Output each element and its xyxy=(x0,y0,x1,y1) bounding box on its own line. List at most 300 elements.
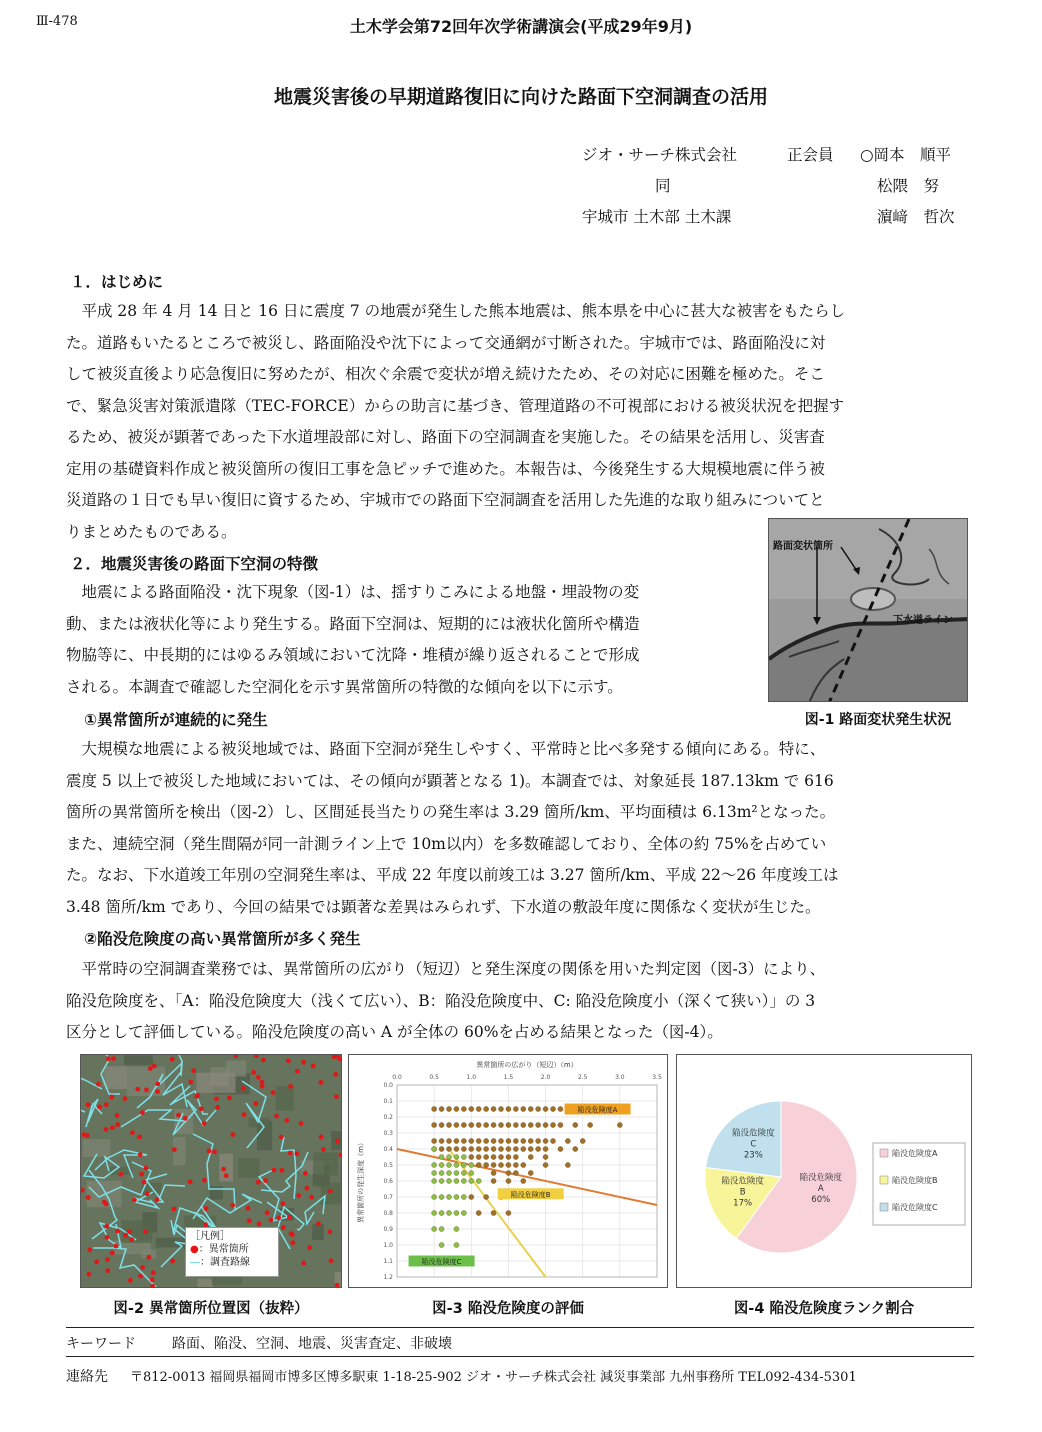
y-tick-label: 1.0 xyxy=(383,1242,393,1249)
x-tick-label: 0.5 xyxy=(429,1074,439,1081)
anomaly-point xyxy=(155,1089,160,1094)
data-point xyxy=(432,1210,437,1215)
anomaly-point xyxy=(247,1218,252,1223)
data-point xyxy=(446,1106,451,1111)
pie-slice-label: 陥没危険度 xyxy=(721,1176,764,1187)
legend-swatch xyxy=(880,1176,888,1184)
anomaly-point xyxy=(335,1139,340,1144)
anomaly-point xyxy=(241,1086,246,1091)
data-point xyxy=(543,1138,548,1143)
data-point xyxy=(476,1210,481,1215)
data-point xyxy=(484,1138,489,1143)
anomaly-point xyxy=(256,1075,261,1080)
photo-label: 路面変状箇所 xyxy=(773,541,833,552)
anomaly-point xyxy=(269,1218,274,1223)
data-point xyxy=(573,1146,578,1151)
anomaly-point xyxy=(170,1259,175,1264)
data-point xyxy=(484,1122,489,1127)
data-point xyxy=(446,1178,451,1183)
anomaly-point xyxy=(130,1237,135,1242)
anomaly-point xyxy=(132,1198,137,1203)
anomaly-point xyxy=(287,1215,292,1220)
data-point xyxy=(536,1146,541,1151)
anomaly-point xyxy=(337,1056,342,1061)
data-point xyxy=(469,1194,474,1199)
data-point xyxy=(521,1122,526,1127)
data-point xyxy=(446,1146,451,1151)
data-point xyxy=(513,1106,518,1111)
data-point xyxy=(513,1138,518,1143)
anomaly-point xyxy=(104,1127,109,1132)
map-block xyxy=(341,1162,342,1183)
anomaly-point xyxy=(230,1203,235,1208)
data-point xyxy=(506,1146,511,1151)
legend-label: ：異常箇所 xyxy=(198,1244,249,1255)
anomaly-point xyxy=(221,1167,226,1172)
anomaly-point xyxy=(319,1135,324,1140)
data-point xyxy=(439,1122,444,1127)
anomaly-point xyxy=(254,1101,259,1106)
anomaly-point xyxy=(172,1147,177,1152)
anomaly-point xyxy=(285,1118,290,1123)
anomaly-point xyxy=(188,1080,193,1085)
map-block xyxy=(312,1224,324,1240)
author-affiliation: 宇城市 土木部 土木課 xyxy=(582,208,732,226)
data-point xyxy=(461,1170,466,1175)
data-point xyxy=(588,1122,593,1127)
anomaly-point xyxy=(195,1094,200,1099)
risk-scatter-chart xyxy=(349,1055,667,1287)
anomaly-point xyxy=(227,1096,232,1101)
anomaly-point xyxy=(96,1082,101,1087)
divider xyxy=(66,1356,974,1357)
anomaly-point xyxy=(104,1102,109,1107)
pie-slice-label: 陥没危険度 xyxy=(799,1172,843,1183)
anomaly-point xyxy=(204,1206,209,1211)
anomaly-point xyxy=(335,1283,340,1288)
data-point xyxy=(528,1146,533,1151)
data-point xyxy=(521,1162,526,1167)
data-point xyxy=(543,1154,548,1159)
x-tick-label: 0.0 xyxy=(392,1074,402,1081)
anomaly-point xyxy=(155,1198,160,1203)
x-tick-label: 2.0 xyxy=(540,1074,551,1081)
anomaly-point xyxy=(261,1058,266,1063)
data-point xyxy=(439,1194,444,1199)
anomaly-point xyxy=(231,1132,236,1137)
data-point xyxy=(469,1106,474,1111)
author-affiliation: 同 xyxy=(655,177,671,195)
anomaly-point xyxy=(251,1070,256,1075)
anomaly-point xyxy=(145,1191,150,1196)
data-point xyxy=(536,1122,541,1127)
data-point xyxy=(432,1194,437,1199)
data-point xyxy=(491,1146,496,1151)
anomaly-point xyxy=(242,1112,247,1117)
y-tick-label: 1.2 xyxy=(383,1274,393,1281)
data-point xyxy=(461,1138,466,1143)
data-point xyxy=(528,1138,533,1143)
data-point xyxy=(498,1154,503,1159)
figure2-caption: 図-2 異常箇所位置図（抜粋） xyxy=(113,1301,309,1317)
data-point xyxy=(506,1162,511,1167)
legend-entry: 陥没危険度A xyxy=(892,1149,938,1158)
data-point xyxy=(476,1122,481,1127)
data-point xyxy=(498,1146,503,1151)
data-point xyxy=(491,1138,496,1143)
anomaly-point xyxy=(115,1113,120,1118)
route-line-icon: ― xyxy=(190,1257,200,1268)
anomaly-point xyxy=(105,1257,110,1262)
section-heading: １．はじめに xyxy=(70,273,164,291)
author-membership: 正会員 xyxy=(787,146,834,164)
data-point xyxy=(469,1154,474,1159)
map-block xyxy=(124,1055,153,1065)
anomaly-point xyxy=(207,1149,212,1154)
author-name: 松隈 努 xyxy=(877,177,940,195)
map-block xyxy=(238,1158,259,1178)
anomaly-point xyxy=(256,1180,261,1185)
pie-slice-label: B xyxy=(739,1187,746,1198)
anomaly-point xyxy=(288,1151,293,1156)
data-point xyxy=(439,1162,444,1167)
text-line: 区分として評価している。陥没危険度の高い A が全体の 60%を占める結果となった（図-4）。 xyxy=(66,1023,723,1041)
data-point xyxy=(506,1106,511,1111)
anomaly-point xyxy=(130,1130,135,1135)
anomaly-point xyxy=(290,1240,295,1245)
data-point xyxy=(476,1146,481,1151)
data-point xyxy=(506,1170,511,1175)
text-line: 動、または液状化等により発生する。路面下空洞は、短期的には液状化箇所や構造 xyxy=(66,614,640,633)
anomaly-point xyxy=(296,1193,301,1198)
divider xyxy=(66,1327,974,1328)
data-point xyxy=(439,1242,444,1247)
data-point xyxy=(454,1210,459,1215)
anomaly-point xyxy=(286,1058,291,1063)
data-point xyxy=(454,1106,459,1111)
text-line: また、連続空洞（発生間隔が同一計測ライン上で 10m以内）を多数確認しており、全体の約 75%を占めてい xyxy=(66,834,827,853)
anomaly-point xyxy=(281,1225,286,1230)
legend-label: ：調査路線 xyxy=(200,1257,250,1268)
data-point xyxy=(454,1178,459,1183)
data-point xyxy=(476,1106,481,1111)
text-line: た。道路もいたるところで被災し、路面陥没や沈下によって交通網が寸断された。宇城市では、路面陥没に対 xyxy=(66,333,826,352)
data-point xyxy=(476,1178,481,1183)
anomaly-point xyxy=(115,1229,120,1234)
data-point xyxy=(469,1170,474,1175)
anomaly-point xyxy=(276,1216,281,1221)
paper-title: 地震災害後の早期道路復旧に向けた路面下空洞調査の活用 xyxy=(273,86,768,108)
data-point xyxy=(513,1146,518,1151)
x-tick-label: 3.5 xyxy=(652,1074,662,1081)
y-tick-label: 0.3 xyxy=(383,1130,393,1137)
y-tick-label: 0.0 xyxy=(383,1082,393,1089)
anomaly-point xyxy=(290,1232,295,1237)
data-point xyxy=(432,1106,437,1111)
anomaly-point xyxy=(246,1206,251,1211)
chart-title: 異常箇所の広がり（短辺）（m） xyxy=(476,1061,578,1069)
data-point xyxy=(454,1138,459,1143)
anomaly-point xyxy=(97,1105,102,1110)
anomaly-point xyxy=(199,1106,204,1111)
page-number: Ⅲ-478 xyxy=(36,14,78,29)
y-tick-label: 0.8 xyxy=(383,1210,393,1217)
y-tick-label: 0.5 xyxy=(383,1162,393,1169)
data-point xyxy=(446,1122,451,1127)
data-point xyxy=(454,1154,459,1159)
data-point xyxy=(550,1106,555,1111)
data-point xyxy=(498,1106,503,1111)
data-point xyxy=(439,1146,444,1151)
data-point xyxy=(528,1122,533,1127)
anomaly-point xyxy=(172,1207,177,1212)
anomaly-point xyxy=(105,1235,110,1240)
anomaly-point xyxy=(138,1274,143,1279)
x-tick-label: 1.0 xyxy=(466,1074,477,1081)
anomaly-point xyxy=(142,1180,147,1185)
map-block xyxy=(313,1152,338,1175)
data-point xyxy=(543,1146,548,1151)
data-point xyxy=(521,1178,526,1183)
anomaly-point xyxy=(257,1222,262,1227)
photo-label: 下水道ライン xyxy=(893,615,953,626)
data-point xyxy=(461,1162,466,1167)
data-point xyxy=(446,1194,451,1199)
data-point xyxy=(491,1154,496,1159)
figure4-chart xyxy=(676,1054,972,1288)
data-point xyxy=(536,1138,541,1143)
data-point xyxy=(558,1106,563,1111)
anomaly-point xyxy=(143,1229,148,1234)
anomaly-point xyxy=(202,1121,207,1126)
data-point xyxy=(432,1226,437,1231)
data-point xyxy=(439,1178,444,1183)
data-point xyxy=(484,1106,489,1111)
data-point xyxy=(432,1178,437,1183)
anomaly-point xyxy=(299,1121,304,1126)
zone-label: 陥没危険度A xyxy=(577,1106,618,1114)
data-point xyxy=(432,1146,437,1151)
figure1-caption: 図-1 路面変状発生状況 xyxy=(804,712,952,728)
anomaly-point xyxy=(109,1095,114,1100)
anomaly-point xyxy=(114,1244,119,1249)
data-point xyxy=(439,1210,444,1215)
subsection-heading: ②陥没危険度の高い異常箇所が多く発生 xyxy=(84,930,361,948)
pie-slice-label: 17% xyxy=(733,1198,753,1209)
data-point xyxy=(521,1146,526,1151)
data-point xyxy=(446,1162,451,1167)
data-point xyxy=(454,1170,459,1175)
anomaly-point xyxy=(86,1195,91,1200)
data-point xyxy=(461,1154,466,1159)
anomaly-point xyxy=(127,1229,132,1234)
anomaly-point xyxy=(329,1258,334,1263)
anomaly-point xyxy=(272,1168,277,1173)
text-line: るため、被災が顕著であった下水道埋設部に対し、路面下の空洞調査を実施した。その結果を活用し、災害査 xyxy=(66,428,825,446)
anomaly-point xyxy=(110,1125,115,1130)
anomaly-point xyxy=(128,1278,133,1283)
data-point xyxy=(580,1138,585,1143)
zone-label: 陥没危険度C xyxy=(421,1258,462,1266)
text-line: 災道路の１日でも早い復旧に資するため、宇城市での路面下空洞調査を活用した先進的な取り組みについてと xyxy=(66,491,825,509)
anomaly-point xyxy=(309,1195,314,1200)
data-point xyxy=(558,1122,563,1127)
legend-swatch xyxy=(880,1203,888,1211)
data-point xyxy=(491,1162,496,1167)
data-point xyxy=(439,1138,444,1143)
author-block xyxy=(582,140,982,233)
text-line: 平常時の空洞調査業務では、異常箇所の広がり（短辺）と発生深度の関係を用いた判定図（図-3）により、 xyxy=(66,960,826,978)
anomaly-point xyxy=(140,1265,145,1270)
data-point xyxy=(461,1210,466,1215)
data-point xyxy=(469,1146,474,1151)
anomaly-point xyxy=(263,1178,268,1183)
data-point xyxy=(573,1122,578,1127)
data-point xyxy=(461,1178,466,1183)
subsection1-body xyxy=(66,734,974,923)
anomaly-point xyxy=(139,1172,144,1177)
section-heading: ２．地震災害後の路面下空洞の特徴 xyxy=(70,555,319,573)
contact-text: 〒812-0013 福岡県福岡市博多区博多駅東 1-18-25-902 ジオ・サーチ株式会社 減災事業部 九州事務所 TEL092-434-5301 xyxy=(130,1370,857,1385)
data-point xyxy=(461,1106,466,1111)
anomaly-point xyxy=(123,1096,128,1101)
anomaly-point xyxy=(202,1178,207,1183)
anomaly-point xyxy=(215,1105,220,1110)
data-point xyxy=(454,1226,459,1231)
legend-title: ［凡例］ xyxy=(190,1231,230,1242)
data-point xyxy=(558,1146,563,1151)
anomaly-point xyxy=(111,1056,116,1061)
section1-body xyxy=(66,296,974,548)
anomaly-point xyxy=(152,1064,157,1069)
anomaly-point xyxy=(294,1151,299,1156)
y-tick-label: 1.1 xyxy=(383,1258,393,1265)
anomaly-point xyxy=(265,1210,270,1215)
data-point xyxy=(617,1122,622,1127)
keywords-text: 路面、陥没、空洞、地震、災害査定、非破壊 xyxy=(172,1336,452,1352)
subsection-heading: ①異常箇所が連続的に発生 xyxy=(84,711,268,729)
y-tick-label: 0.7 xyxy=(383,1194,393,1201)
anomaly-point xyxy=(288,1084,293,1089)
anomaly-point xyxy=(148,1066,153,1071)
author-name: ○岡本 順平 xyxy=(860,146,952,164)
data-point xyxy=(521,1106,526,1111)
pie-slice-label: A xyxy=(817,1183,824,1194)
anomaly-point xyxy=(271,1090,276,1095)
anomaly-point xyxy=(87,1248,92,1253)
anomaly-point xyxy=(94,1259,99,1264)
text-line: 箇所の異常箇所を検出（図-2）し、区間延長当たりの発生率は 3.29 箇所/km、平均面積は 6.13m²となった。 xyxy=(66,803,836,821)
anomaly-point xyxy=(316,1221,321,1226)
anomaly-point xyxy=(224,1173,229,1178)
text-line: 物脇等に、中長期的にはゆるみ領域において沈降・堆積が繰り返されることで形成 xyxy=(66,646,640,664)
data-point xyxy=(498,1162,503,1167)
subsection2-body xyxy=(66,954,974,1049)
anomaly-point xyxy=(123,1233,128,1238)
author-affiliation: ジオ・サーチ株式会社 xyxy=(582,146,738,164)
data-point xyxy=(513,1170,518,1175)
anomaly-point xyxy=(307,1245,312,1250)
data-point xyxy=(439,1170,444,1175)
pie-slice-label: C xyxy=(750,1139,757,1150)
anomaly-point xyxy=(183,1116,188,1121)
zone-label: 陥没危険度B xyxy=(510,1190,551,1199)
data-point xyxy=(476,1162,481,1167)
legend-entry: 陥没危険度C xyxy=(892,1203,938,1212)
data-point xyxy=(513,1154,518,1159)
anomaly-point xyxy=(311,1064,316,1069)
data-point xyxy=(550,1138,555,1143)
data-point xyxy=(446,1138,451,1143)
y-axis-label: 異常箇所の発生深度（m） xyxy=(357,1139,365,1223)
anomaly-point xyxy=(260,1080,265,1085)
data-point xyxy=(484,1162,489,1167)
legend-swatch xyxy=(880,1149,888,1157)
figure4-caption: 図-4 陥没危険度ランク割合 xyxy=(733,1301,915,1317)
data-point xyxy=(491,1170,496,1175)
data-point xyxy=(454,1122,459,1127)
anomaly-point xyxy=(151,1270,156,1275)
anomaly-point xyxy=(191,1068,196,1073)
data-point xyxy=(528,1170,533,1175)
text-line: 定用の基礎資料作成と被災箇所の復旧工事を急ピッチで進めた。本報告は、今後発生する大規模地震に伴う被 xyxy=(66,459,825,478)
text-line: で、緊急災害対策派遣隊（TEC-FORCE）からの助言に基づき、管理道路の不可視部における被災状況を把握す xyxy=(66,396,845,415)
data-point xyxy=(506,1178,511,1183)
anomaly-point xyxy=(119,1172,124,1177)
data-point xyxy=(439,1106,444,1111)
data-point xyxy=(432,1122,437,1127)
data-point xyxy=(469,1178,474,1183)
data-point xyxy=(446,1154,451,1159)
pie-slice-label: 23% xyxy=(743,1150,763,1161)
anomaly-point xyxy=(110,1250,115,1255)
anomaly-point xyxy=(303,1171,308,1176)
anomaly-point xyxy=(260,1084,265,1089)
data-point xyxy=(484,1154,489,1159)
anomaly-point xyxy=(301,1261,306,1266)
anomaly-point xyxy=(176,1113,181,1118)
text-line: りまとめたものである。 xyxy=(66,522,237,541)
map-block xyxy=(276,1086,294,1111)
legend-entry: 陥没危険度B xyxy=(892,1176,938,1185)
data-point xyxy=(461,1122,466,1127)
legend-item-anomaly xyxy=(190,1243,274,1256)
data-point xyxy=(498,1122,503,1127)
anomaly-point xyxy=(280,1201,285,1206)
data-point xyxy=(454,1162,459,1167)
text-line: 大規模な地震による被災地域では、路面下空洞が発生しやすく、平常時と比べ多発する傾向にある。特に、 xyxy=(66,740,826,758)
data-point xyxy=(528,1154,533,1159)
anomaly-point xyxy=(135,1087,140,1092)
anomaly-point xyxy=(87,1272,92,1277)
x-tick-label: 1.5 xyxy=(503,1074,514,1081)
data-point xyxy=(446,1170,451,1175)
pie-slice xyxy=(706,1101,781,1177)
map-block xyxy=(209,1186,222,1199)
anomaly-point xyxy=(150,1277,155,1282)
anomaly-point xyxy=(305,1186,310,1191)
anomaly-point xyxy=(104,1224,109,1229)
pie-slice-label: 陥没危険度 xyxy=(732,1128,775,1139)
data-point xyxy=(521,1138,526,1143)
anomaly-point xyxy=(212,1149,217,1154)
anomaly-point xyxy=(106,1056,111,1061)
text-line: 陥没危険度を、「A：陥没危険度大（浅くて広い）、B：陥没危険度中、C: 陥没危険度小（深くて狭い）」の 3 xyxy=(66,991,816,1010)
anomaly-point xyxy=(328,1189,333,1194)
data-point xyxy=(432,1170,437,1175)
anomaly-point xyxy=(280,1168,285,1173)
anomaly-point xyxy=(140,1110,145,1115)
